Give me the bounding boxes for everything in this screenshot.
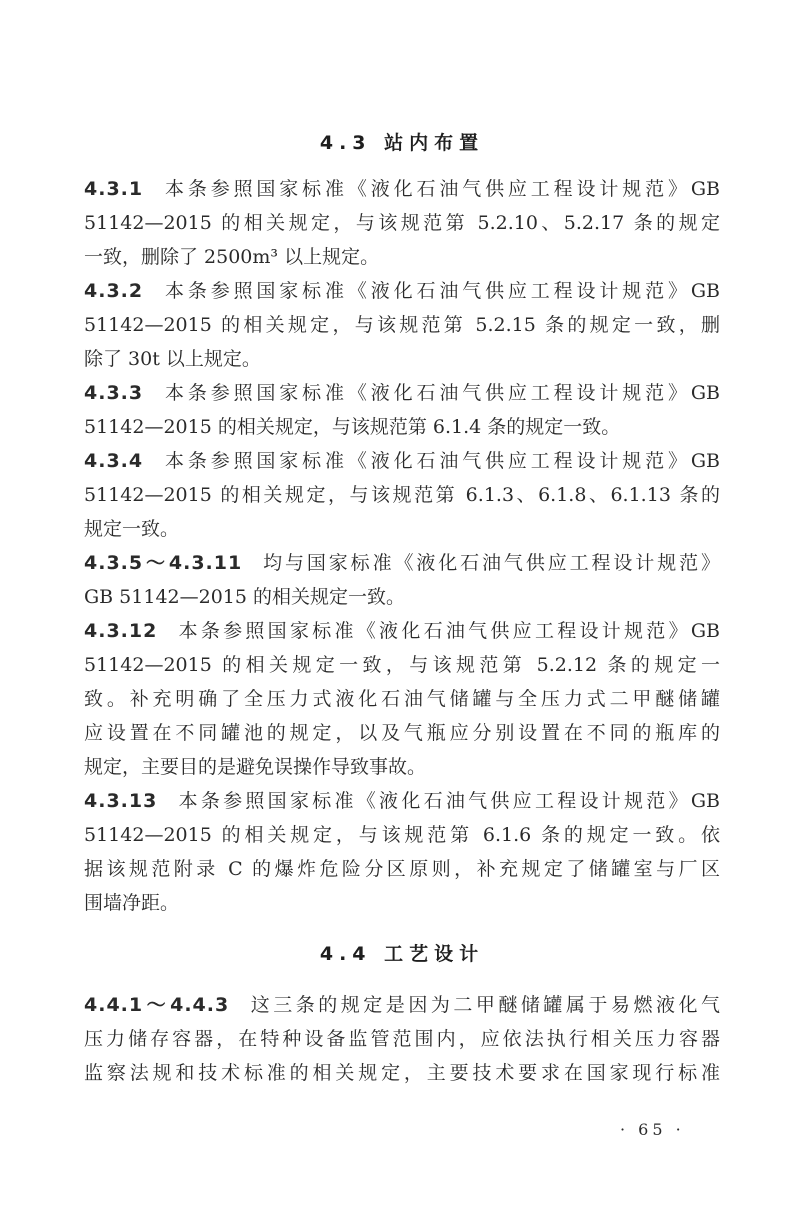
clause-text: 均与国家标准《液化石油气供应工程设计规范》 <box>260 552 720 574</box>
text-line <box>84 478 720 512</box>
document-body <box>84 172 720 1090</box>
clause-text: 监察法规和技术标准的相关规定，主要技术要求在国家现行标准 <box>84 1062 720 1084</box>
text-line <box>84 1022 720 1056</box>
clause-paragraph <box>84 172 720 274</box>
clause-text: 这三条的规定是因为二甲醚储罐属于易燃液化气 <box>247 994 720 1016</box>
section-heading-4-4: 4.4 工艺设计 <box>319 943 485 965</box>
text-line <box>84 410 720 444</box>
clause-text: 51142—2015 的相关规定，与该规范第 5.2.10、5.2.17 条的规定 <box>84 212 720 234</box>
text-line <box>84 614 720 648</box>
clause-text: 51142—2015 的相关规定，与该规范第 6.1.4 条的规定一致。 <box>84 416 621 438</box>
text-line <box>84 648 720 682</box>
text-line <box>84 716 720 750</box>
clause-text: 51142—2015 的相关规定，与该规范第 5.2.15 条的规定一致，删 <box>84 314 720 336</box>
text-line <box>84 512 720 546</box>
clause-number: 4.3.12 <box>84 620 158 642</box>
section-heading-4-3: 4.3 站内布置 <box>319 132 485 154</box>
clause-number: 4.3.5～4.3.11 <box>84 552 243 574</box>
clause-text: 规定，主要目的是避免误操作导致事故。 <box>84 756 427 778</box>
text-line <box>84 886 720 920</box>
clause-text: 围墙净距。 <box>84 892 180 914</box>
clause-text: 51142—2015 的相关规定，与该规范第 6.1.6 条的规定一致。依 <box>84 824 720 846</box>
clause-text: 据该规范附录 C 的爆炸危险分区原则，补充规定了储罐室与厂区 <box>84 858 720 880</box>
text-line <box>84 342 720 376</box>
clause-paragraph <box>84 376 720 444</box>
text-line <box>84 308 720 342</box>
text-line <box>84 580 720 614</box>
page-number: · 65 · <box>620 1120 685 1139</box>
clause-paragraph <box>84 274 720 376</box>
clause-number: 4.3.2 <box>84 280 144 302</box>
clause-number: 4.3.4 <box>84 450 144 472</box>
clause-number: 4.4.1～4.4.3 <box>84 994 230 1016</box>
text-line <box>84 750 720 784</box>
text-line <box>84 988 720 1022</box>
clause-text: 本条参照国家标准《液化石油气供应工程设计规范》GB <box>161 382 720 404</box>
text-line <box>84 240 720 274</box>
clause-text: 本条参照国家标准《液化石油气供应工程设计规范》GB <box>175 790 720 812</box>
clause-paragraph <box>84 784 720 920</box>
clause-paragraph <box>84 444 720 546</box>
clause-paragraph <box>84 614 720 784</box>
text-line <box>84 852 720 886</box>
clause-paragraph <box>84 988 720 1090</box>
clause-number: 4.3.3 <box>84 382 144 404</box>
text-line <box>84 784 720 818</box>
clause-text: 51142—2015 的相关规定一致，与该规范第 5.2.12 条的规定一 <box>84 654 720 676</box>
text-line <box>84 546 720 580</box>
text-line <box>84 274 720 308</box>
clause-text: GB 51142—2015 的相关规定一致。 <box>84 586 406 608</box>
text-line <box>84 376 720 410</box>
clause-text: 除了 30t 以上规定。 <box>84 348 261 370</box>
clause-text: 本条参照国家标准《液化石油气供应工程设计规范》GB <box>161 178 720 200</box>
clause-number: 4.3.1 <box>84 178 144 200</box>
clause-text: 致。补充明确了全压力式液化石油气储罐与全压力式二甲醚储罐 <box>84 688 720 710</box>
text-line <box>84 818 720 852</box>
clause-text: 一致，删除了 2500m³ 以上规定。 <box>84 246 380 268</box>
clause-number: 4.3.13 <box>84 790 158 812</box>
text-line <box>84 172 720 206</box>
clause-text: 51142—2015 的相关规定，与该规范第 6.1.3、6.1.8、6.1.13 条的 <box>84 484 720 506</box>
clause-paragraph <box>84 546 720 614</box>
clause-text: 压力储存容器，在特种设备监管范围内，应依法执行相关压力容器 <box>84 1028 720 1050</box>
clause-text: 规定一致。 <box>84 518 180 540</box>
text-line <box>84 444 720 478</box>
text-line <box>84 1056 720 1090</box>
clause-text: 应设置在不同罐池的规定，以及气瓶应分别设置在不同的瓶库的 <box>84 722 720 744</box>
clause-text: 本条参照国家标准《液化石油气供应工程设计规范》GB <box>175 620 720 642</box>
text-line <box>84 206 720 240</box>
clause-text: 本条参照国家标准《液化石油气供应工程设计规范》GB <box>161 280 720 302</box>
text-line <box>84 682 720 716</box>
clause-text: 本条参照国家标准《液化石油气供应工程设计规范》GB <box>161 450 720 472</box>
